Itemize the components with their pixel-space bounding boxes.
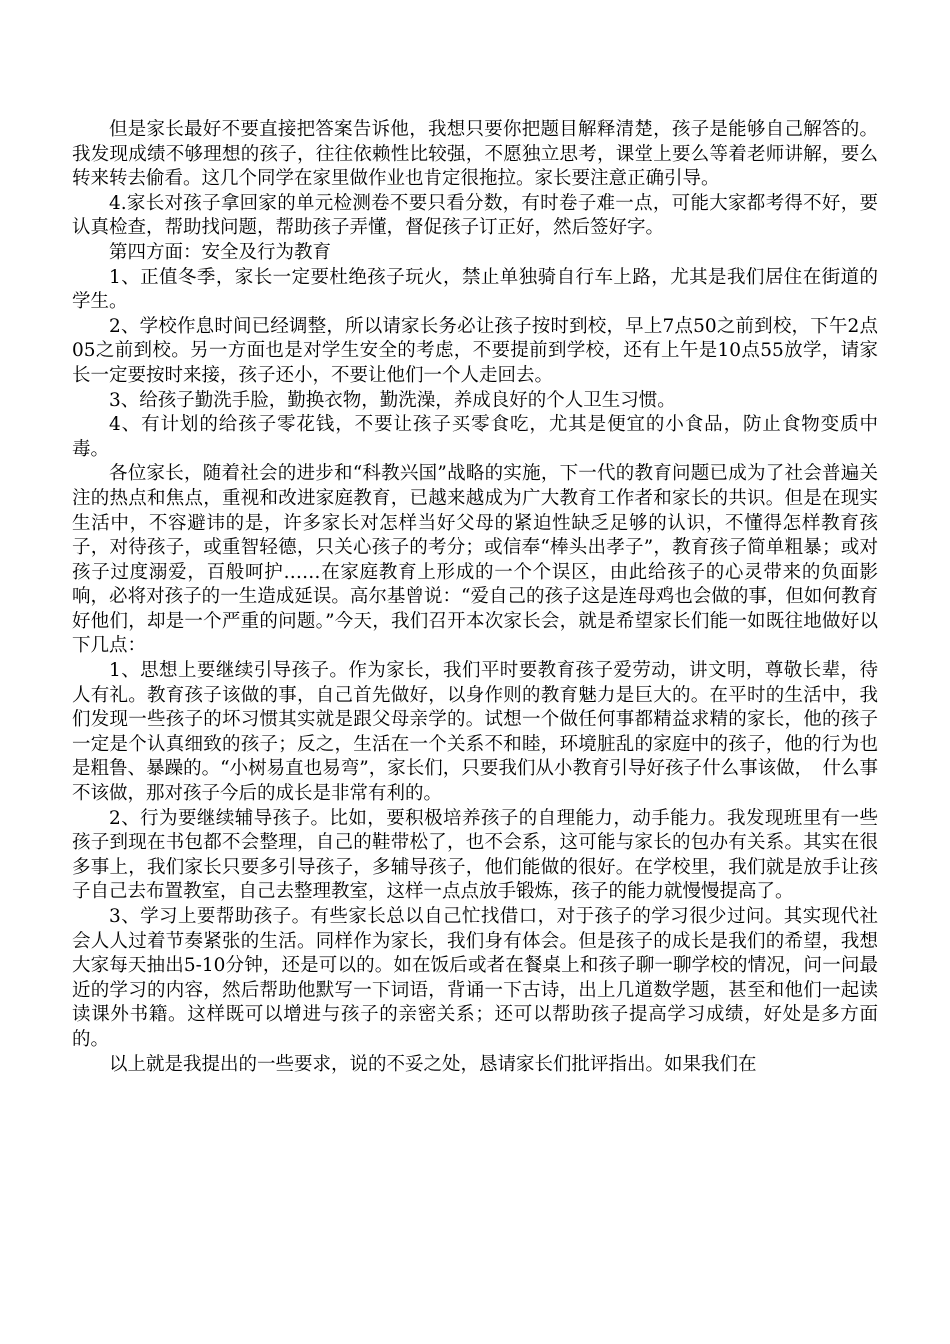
paragraph-guide-behavior: 2、行为要继续辅导孩子。比如，要积极培养孩子的自理能力，动手能力。我发现班里有一些孩子到现在书包都不会整理，自己的鞋带松了，也不会系，这可能与家长的包办有关系。其实在很多事上，我们家长只要多引导孩子，多辅导孩子，他们能做的很好。在学校里，我们就是放手让孩子自己去布置教室，自己去整理教室，这样一点点放手锻炼，孩子的能力就慢慢提高了。 xyxy=(72,807,878,903)
paragraph-safety-pocket-money: 4、有计划的给孩子零花钱，不要让孩子买零食吃，尤其是便宜的小食品，防止食物变质中毒。 xyxy=(72,414,878,460)
paragraph-safety-fire: 1、正值冬季，家长一定要杜绝孩子玩火，禁止单独骑自行车上路，尤其是我们居住在街道的学生。 xyxy=(72,266,878,313)
paragraph-closing: 以上就是我提出的一些要求，说的不妥之处，恳请家长们批评指出。如果我们在 xyxy=(109,1053,757,1075)
paragraph-homework-guidance: 但是家长最好不要直接把答案告诉他，我想只要你把题目解释清楚，孩子是能够自己解答的。我发现成绩不够理想的孩子，往往依赖性比较强，不愿独立思考，课堂上要么等着老师讲解，要么转来转去偷看。这几个同学在家里做作业也肯定很拖拉。家长要注意正确引导。 xyxy=(72,119,878,190)
paragraph-help-study: 3、学习上要帮助孩子。有些家长总以自己忙找借口，对于孩子的学习很少过问。其实现代社会人人过着节奏紧张的生活。同样作为家长，我们身有体会。但是孩子的成长是我们的希望，我想大家每天抽出5-10分钟，还是可以的。如在饭后或者在餐桌上和孩子聊一聊学校的情况，问一问最近的学习的内容，然后帮助他默写一下词语，背诵一下古诗，出上几道数学题，甚至和他们一起读读课外书籍。这样既可以增进与孩子的亲密关系；还可以帮助孩子提高学习成绩，好处是多方面的。 xyxy=(72,906,878,1050)
section-heading-safety: 第四方面：安全及行为教育 xyxy=(109,241,332,263)
paragraph-test-papers: 4.家长对孩子拿回家的单元检测卷不要只看分数，有时卷子难一点，可能大家都考得不好，要认真检查，帮助找问题，帮助孩子弄懂，督促孩子订正好，然后签好字。 xyxy=(72,192,878,239)
paragraph-guide-thinking: 1、思想上要继续引导孩子。作为家长，我们平时要教育孩子爱劳动，讲文明，尊敬长辈，待人有礼。教育孩子该做的事，自己首先做好，以身作则的教育魅力是巨大的。在平时的生活中，我们发现一些孩子的坏习惯其实就是跟父母亲学的。试想一个做任何事都精益求精的家长，他的孩子一定是个认真细致的孩子；反之，生活在一个关系不和睦，环境脏乱的家庭中的孩子，他的行为也是粗鲁、暴躁的。“小树易直也易弯”，家长们，只要我们从小教育引导好孩子什么事该做， 什么事不该做，那对孩子今后的成长是非常有利的。 xyxy=(72,660,878,805)
paragraph-safety-hygiene: 3、给孩子勤洗手脸，勤换衣物，勤洗澡，养成良好的个人卫生习惯。 xyxy=(109,389,676,411)
paragraph-parents-address: 各位家长，随着社会的进步和“科教兴国”战略的实施，下一代的教育问题已成为了社会普遍关注的热点和焦点，重视和改进家庭教育，已越来越成为广大教育工作者和家长的共识。但是在现实生活中，不容避讳的是，许多家长对怎样当好父母的紧迫性缺乏足够的认识，不懂得怎样教育孩子，对待孩子，或重智轻德，只关心孩子的考分；或信奉“棒头出孝子”，教育孩子简单粗暴；或对孩子过度溺爱，百般呵护……在家庭教育上形成的一个个误区，由此给孩子的心灵带来的负面影响，必将对孩子的一生造成延误。高尔基曾说：“爱自己的孩子这是连母鸡也会做的事，但如何教育好他们，却是一个严重的问题。”今天，我们召开本次家长会，就是希望家长们能一如既往地做好以下几点： xyxy=(72,463,878,657)
document-page xyxy=(72,118,878,1238)
paragraph-safety-schedule: 2、学校作息时间已经调整，所以请家长务必让孩子按时到校，早上7点50之前到校，下午2点05之前到校。另一方面也是对学生安全的考虑，不要提前到学校，还有上午是10点55放学，请家长一定要按时来接，孩子还小，不要让他们一个人走回去。 xyxy=(72,315,878,386)
